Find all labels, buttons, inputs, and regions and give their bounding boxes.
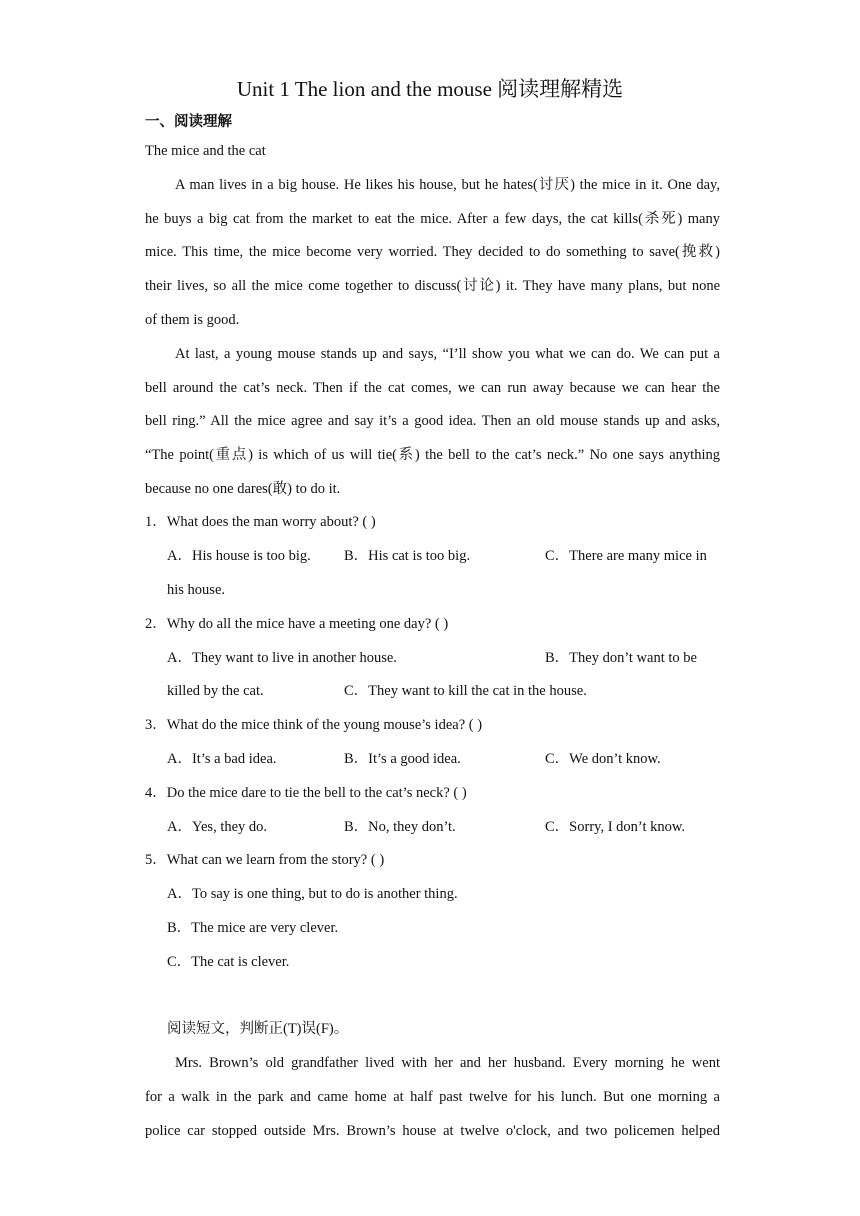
page-title: Unit 1 The lion and the mouse 阅读理解精选 (236, 77, 624, 101)
option-continuation: killed by the cat. (167, 683, 264, 699)
option-a: A．It’s a bad idea. (167, 751, 277, 767)
option-a: A．To say is one thing, but to do is another thing. (167, 886, 458, 902)
option-c: C．We don’t know. (545, 751, 661, 767)
option-c: C．The cat is clever. (167, 954, 290, 970)
passage-title: The mice and the cat (145, 143, 266, 159)
passage-line: of them is good. (145, 312, 240, 328)
passage-line: Mrs. Brown’s old grandfather lived with her and her husband. Every morning he went (175, 1055, 720, 1071)
option-b: B．No, they don’t. (344, 819, 456, 835)
section2-instruction: 阅读短文，判断正(T)误(F)。 (167, 1021, 349, 1037)
passage-line: bell around the cat’s neck. Then if the cat comes, we can run away because we can hear the (145, 380, 720, 396)
option-b: B．His cat is too big. (344, 548, 471, 564)
section-heading: 一、阅读理解 (145, 114, 232, 130)
passage-line: because no one dares(敢) to do it. (145, 481, 341, 497)
option-continuation: his house. (167, 582, 225, 598)
option-b: B．The mice are very clever. (167, 920, 339, 936)
passage-line: their lives, so all the mice come together to discuss(讨论) it. They have many plans, but none (145, 278, 720, 294)
option-b: B．It’s a good idea. (344, 751, 461, 767)
passage-line: he buys a big cat from the market to eat the mice. After a few days, the cat kills(杀死) many (145, 211, 720, 227)
passage-line: bell ring.” All the mice agree and say it’s a good idea. Then an old mouse stands up and asks, (145, 413, 720, 429)
option-c: C．There are many mice in (545, 548, 707, 564)
question-stem: 2．Why do all the mice have a meeting one day? ( ) (145, 616, 449, 632)
question-stem: 3．What do the mice think of the young mouse’s idea? ( ) (145, 717, 483, 733)
passage-line: A man lives in a big house. He likes his house, but he hates(讨厌) the mice in it. One day, (175, 177, 720, 193)
passage-line: At last, a young mouse stands up and says, “I’ll show you what we can do. We can put a (175, 346, 720, 362)
option-c: C．They want to kill the cat in the house. (344, 683, 587, 699)
option-c: C．Sorry, I don’t know. (545, 819, 686, 835)
option-a: A．Yes, they do. (167, 819, 268, 835)
question-stem: 1．What does the man worry about? ( ) (145, 514, 376, 530)
question-stem: 5．What can we learn from the story? ( ) (145, 852, 385, 868)
passage-line: mice. This time, the mice become very worried. They decided to do something to save(挽救) (145, 244, 720, 260)
passage-line: for a walk in the park and came home at half past twelve for his lunch. But one morning a (145, 1089, 720, 1105)
option-a: A．His house is too big. (167, 548, 311, 564)
question-stem: 4．Do the mice dare to tie the bell to the cat’s neck? ( ) (145, 785, 467, 801)
passage-line: police car stopped outside Mrs. Brown’s house at twelve o'clock, and two policemen helped (145, 1123, 720, 1139)
passage-line: “The point(重点) is which of us will tie(系) the bell to the cat’s neck.” No one says anything (145, 447, 720, 463)
option-a: A．They want to live in another house. (167, 650, 397, 666)
option-b: B．They don’t want to be (545, 650, 697, 666)
